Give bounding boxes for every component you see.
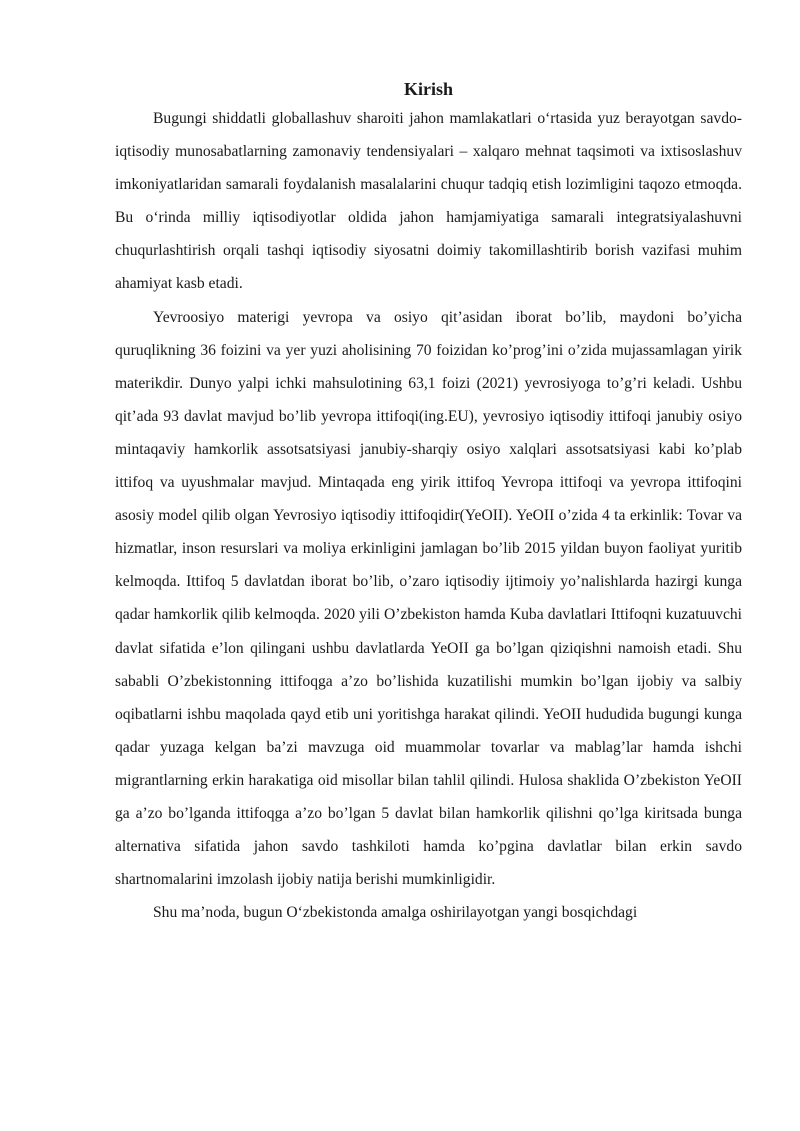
document-title: Kirish <box>403 79 453 99</box>
paragraph-eurasia: Yevroosiyo materigi yevropa va osiyo qit’asidan iborat bo’lib, maydoni bo’yicha quruqlikning 36 foizini va yer yuzi aholisining 70 foizidan ko’prog’ini o’zida mujassamlagan yirik materikdir. Dunyo yalpi ichki mahsulotining 63,1 foizi (2021) yevrosiyoga to’g’ri keladi. Ushbu qit’ada 93 davlat mavjud bo’lib yevropa ittifoqi(ing.EU), yevrosiyo iqtisodiy ittifoqi janubiy osiyo mintaqaviy hamkorlik assotsatsiyasi janubiy-sharqiy osiyo xalqlari assotsatsiyasi kabi ko’plab ittifoq va uyushmalar mavjud. Mintaqada eng yirik ittifoq Yevropa ittifoqi va yevropa ittifoqini asosiy model qilib olgan Yevrosiyo iqtisodiy ittifoqidir(YeOII). YeOII o’zida 4 ta erkinlik: Tovar va hizmatlar, inson resurslari va moliya erkinligini jamlagan bo’lib 2015 yildan buyon faoliyat yuritib kelmoqda. Ittifoq 5 davlatdan iborat bo’lib, o’zaro iqtisodiy ijtimoiy yo’nalishlarda hazirgi kunga qadar hamkorlik qilib kelmoqda. 2020 yili O’zbekiston hamda Kuba davlatlari Ittifoqni kuzatuuvchi davlat sifatida e’lon qilingani ushbu davlatlarda YeOII ga bo’lgan qiziqishni namoish etadi. Shu sababli O’zbekistonning ittifoqga a’zo bo’lishida kuzatilishi mumkin bo’lgan ijobiy va salbiy oqibatlarni ishbu maqolada qayd etib uni yoritishga harakat qilindi. YeOII hududida bugungi kunga qadar yuzaga kelgan ba’zi mavzuga oid muammolar tovarlar va mablag’lar hamda ishchi migrantlarning erkin harakatiga oid misollar bilan tahlil qilindi. Hulosa shaklida O’zbekiston YeOII ga a’zo bo’lganda ittifoqga a’zo bo’lgan 5 davlat bilan hamkorlik qilishni qo’lga kiritsada bunga alternativa sifatida jahon savdo tashkiloti hamda ko’pgina davlatlar bilan erkin savdo shartnomalarini imzolash ijobiy natija berishi mumkinligidir. <box>115 308 742 889</box>
paragraph-continuation: Shu ma’noda, bugun O‘zbekistonda amalga oshirilayotgan yangi bosqichdagi <box>153 904 638 922</box>
document-page <box>115 76 742 929</box>
paragraph-intro: Bugungi shiddatli globallashuv sharoiti jahon mamlakatlari o‘rtasida yuz berayotgan savdo-iqtisodiy munosabatlarning zamonaviy tendensiyalari – xalqaro mehnat taqsimoti va ixtisoslashuv imkoniyatlaridan samarali foydalanish masalalarini chuqur tadqiq etish lozimligini taqozo etmoqda. Bu o‘rinda milliy iqtisodiyotlar oldida jahon hamjamiyatiga samarali integratsiyalashuvni chuqurlashtirish orqali tashqi iqtisodiy siyosatni doimiy takomillashtirib borish vazifasi muhim ahamiyat kasb etadi. <box>115 110 742 293</box>
